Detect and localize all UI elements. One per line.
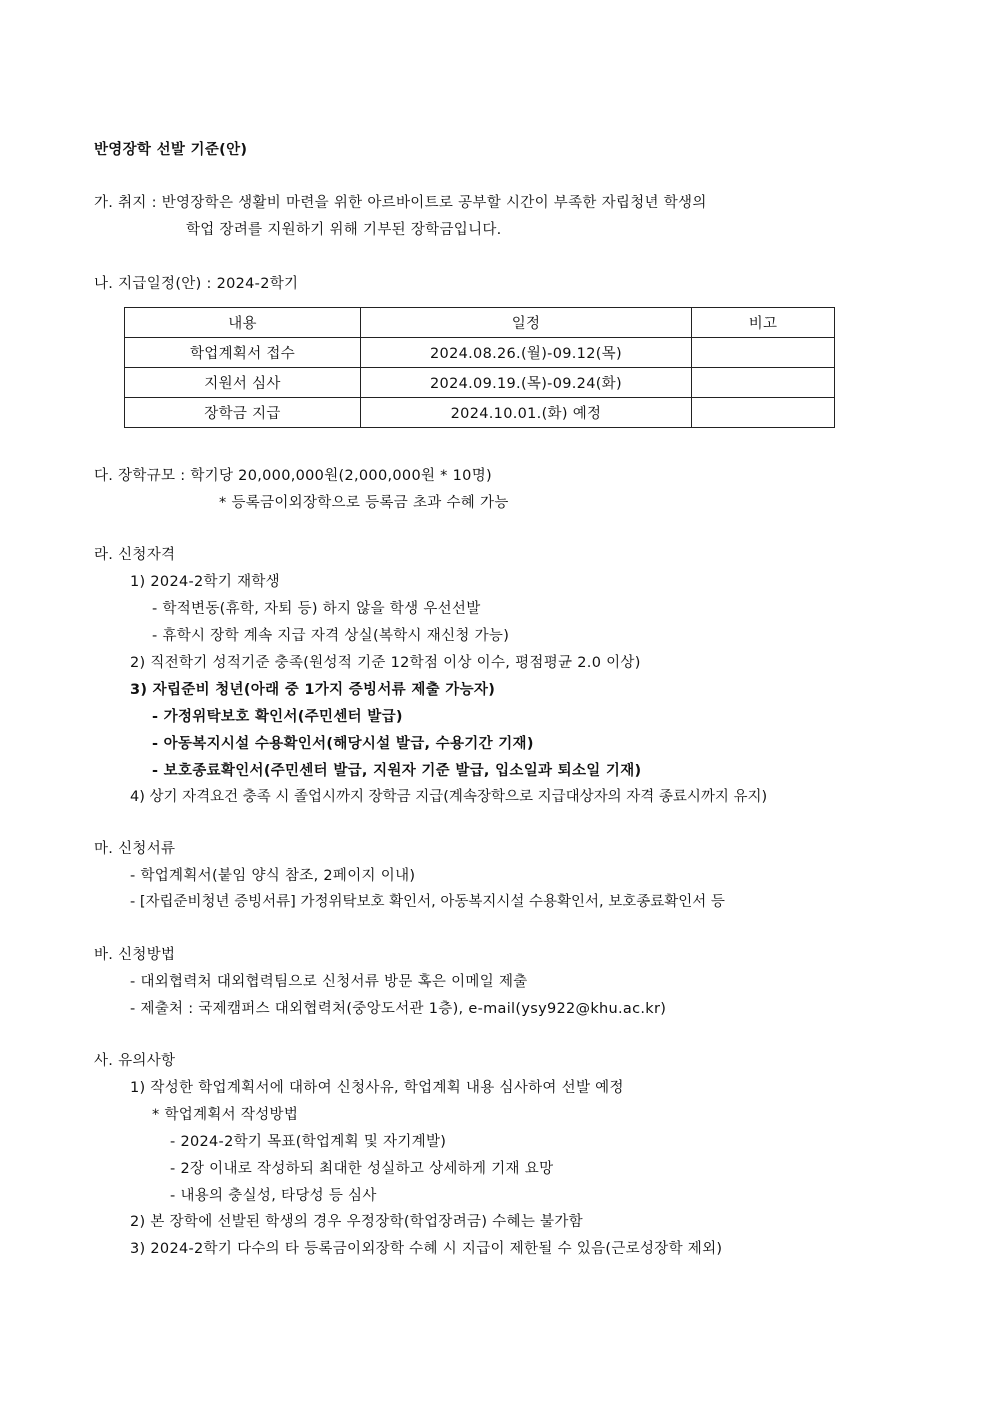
schedule-table [124, 307, 835, 428]
header-remarks: 비고 [692, 308, 835, 338]
schedule-heading: 나. 지급일정(안) : 2024-2학기 [94, 276, 299, 292]
notes-heading: 사. 유의사항 [94, 1053, 176, 1069]
header-content: 내용 [125, 308, 361, 338]
notes-item: 1) 작성한 학업계획서에 대하여 신청사유, 학업계획 내용 심사하여 선발 예정 [130, 1080, 624, 1096]
documents-heading: 마. 신청서류 [94, 841, 176, 857]
notes-item: 3) 2024-2학기 다수의 타 등록금이외장학 수혜 시 지급이 제한될 수 있음(근로성장학 제외) [130, 1241, 723, 1257]
notes-subheading: * 학업계획서 작성방법 [152, 1107, 299, 1123]
cell-remarks [692, 368, 835, 398]
eligibility-subitem: - 학적변동(휴학, 자퇴 등) 하지 않을 학생 우선선발 [152, 601, 481, 617]
cell-remarks [692, 338, 835, 368]
eligibility-subitem: - 가정위탁보호 확인서(주민센터 발급) [152, 709, 403, 725]
method-item: - 제출처 : 국제캠퍼스 대외협력처(중앙도서관 1층), e-mail(ysy922@khu.ac.kr) [130, 1001, 667, 1017]
notes-subitem: - 2024-2학기 목표(학업계획 및 자기계발) [170, 1134, 447, 1150]
notes-subitem: - 2장 이내로 작성하되 최대한 성실하고 상세하게 기재 요망 [170, 1161, 554, 1177]
cell-content: 지원서 심사 [125, 368, 361, 398]
document-title: 반영장학 선발 기준(안) [94, 142, 248, 158]
eligibility-item: 1) 2024-2학기 재학생 [130, 574, 280, 590]
table-row [125, 398, 835, 428]
cell-content: 장학금 지급 [125, 398, 361, 428]
documents-item: - 학업계획서(붙임 양식 참조, 2페이지 이내) [130, 868, 416, 884]
table-row [125, 368, 835, 398]
eligibility-subitem: - 휴학시 장학 계속 지급 자격 상실(복학시 재신청 가능) [152, 628, 510, 644]
scale-line-2: * 등록금이외장학으로 등록금 초과 수혜 가능 [219, 495, 509, 511]
cell-schedule: 2024.09.19.(목)-09.24(화) [361, 368, 692, 398]
purpose-line-1: 가. 취지 : 반영장학은 생활비 마련을 위한 아르바이트로 공부할 시간이 부족한 자립청년 학생의 [94, 195, 707, 211]
notes-subitem: - 내용의 충실성, 타당성 등 심사 [170, 1188, 377, 1204]
eligibility-item: 2) 직전학기 성적기준 충족(원성적 기준 12학점 이상 이수, 평점평균 2.0 이상) [130, 655, 641, 671]
method-heading: 바. 신청방법 [94, 947, 176, 963]
documents-item: - [자립준비청년 증빙서류] 가정위탁보호 확인서, 아동복지시설 수용확인서, 보호종료확인서 등 [130, 894, 725, 910]
eligibility-item: 3) 자립준비 청년(아래 중 1가지 증빙서류 제출 가능자) [130, 682, 496, 698]
eligibility-subitem: - 보호종료확인서(주민센터 발급, 지원자 기준 발급, 입소일과 퇴소일 기재) [152, 763, 642, 779]
table-row [125, 338, 835, 368]
eligibility-heading: 라. 신청자격 [94, 547, 176, 563]
eligibility-item: 4) 상기 자격요건 충족 시 졸업시까지 장학금 지급(계속장학으로 지급대상자의 자격 종료시까지 유지) [130, 789, 768, 805]
purpose-line-2: 학업 장려를 지원하기 위해 기부된 장학금입니다. [186, 222, 502, 238]
header-schedule: 일정 [361, 308, 692, 338]
cell-remarks [692, 398, 835, 428]
notes-item: 2) 본 장학에 선발된 학생의 경우 우정장학(학업장려금) 수혜는 불가함 [130, 1214, 583, 1230]
cell-content: 학업계획서 접수 [125, 338, 361, 368]
cell-schedule: 2024.10.01.(화) 예정 [361, 398, 692, 428]
scale-line-1: 다. 장학규모 : 학기당 20,000,000원(2,000,000원 * 10명) [94, 468, 492, 484]
cell-schedule: 2024.08.26.(월)-09.12(목) [361, 338, 692, 368]
method-item: - 대외협력처 대외협력팀으로 신청서류 방문 혹은 이메일 제출 [130, 974, 528, 990]
eligibility-subitem: - 아동복지시설 수용확인서(해당시설 발급, 수용기간 기재) [152, 736, 534, 752]
table-header-row [125, 308, 835, 338]
